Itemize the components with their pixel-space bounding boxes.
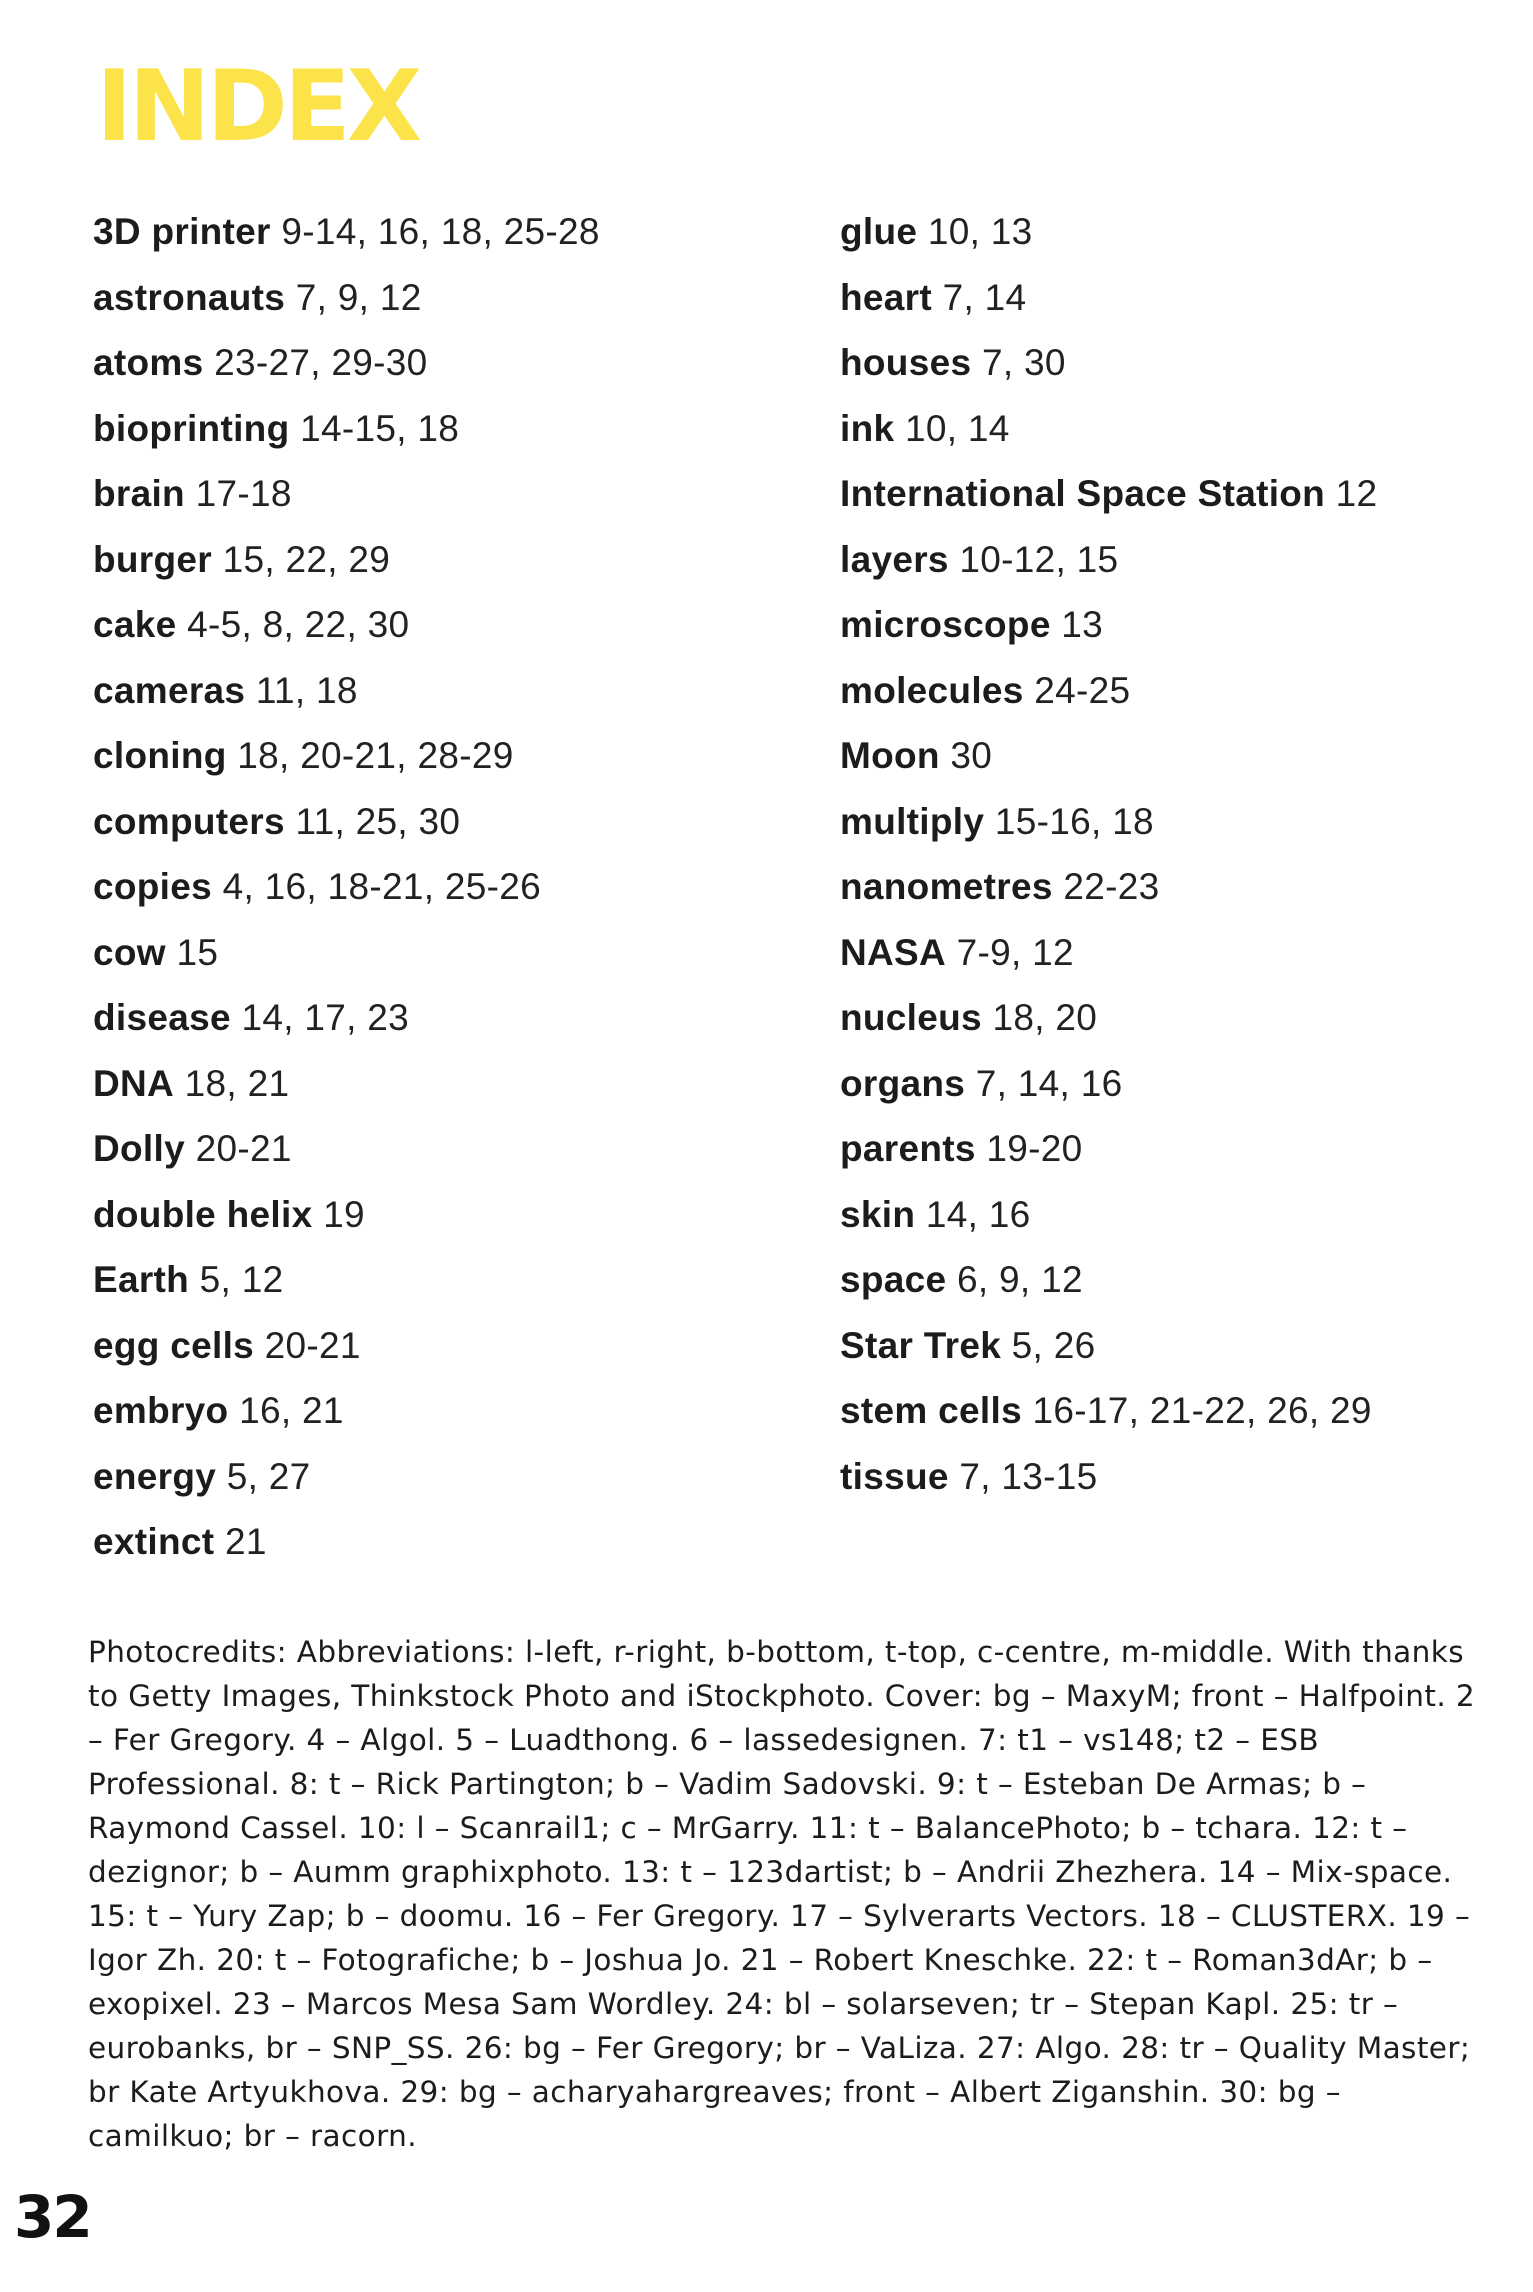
index-pages: 5, 26 — [1011, 1324, 1096, 1366]
index-pages: 15-16, 18 — [994, 800, 1154, 842]
index-entry — [840, 1322, 1500, 1388]
index-term: organs — [840, 1062, 966, 1104]
index-term: brain — [93, 473, 185, 514]
index-pages: 7, 14, 16 — [975, 1062, 1123, 1104]
index-pages: 24-25 — [1034, 669, 1131, 711]
index-pages: 10, 14 — [904, 407, 1010, 449]
index-term: microscope — [840, 604, 1051, 645]
index-term: cloning — [93, 735, 227, 776]
index-entry — [93, 863, 793, 929]
index-term: DNA — [93, 1062, 175, 1104]
index-term: tissue — [840, 1455, 949, 1497]
index-term: bioprinting — [93, 407, 290, 449]
index-term: nucleus — [840, 997, 982, 1038]
index-pages: 19-20 — [986, 1128, 1083, 1169]
index-pages: 6, 9, 12 — [957, 1259, 1083, 1300]
index-term: cow — [93, 931, 166, 973]
index-term: computers — [93, 800, 285, 842]
photo-credits: Photocredits: Abbreviations: l-left, r-right, b-bottom, t-top, c-centre, m-middle. With thanks to Getty Images, Thinkstock Photo and iStockphoto. Cover: bg – MaxyM; front – Halfpoint. 2 – Fer Gregory. 4 – Algol. 5 – Luadthong. 6 – lassedesignen. 7: t1 – vs148; t2 – ESB Professional. 8: t – Rick Partington; b – Vadim Sadovski. 9: t – Esteban De Armas; b – Raymond Cassel. 10: l – Scanrail1; c – MrGarry. 11: t – BalancePhoto; b – tchara. 12: t – dezignor; b – Aumm graphixphoto. 13: t – 123dartist; b – Andrii Zhezhera. 14 – Mix-space. 15: t – Yury Zap; b – doomu. 16 – Fer Gregory. 17 – Sylverarts Vectors. 18 – CLUSTERX. 19 – Igor Zh. 20: t – Fotografiche; b – Joshua Jo. 21 – Robert Kneschke. 22: t – Roman3dAr; b – exopixel. 23 – Marcos Mesa Sam Wordley. 24: bl – solarseven; tr – Stepan Kapl. 25: tr – eurobanks, br – SNP_SS. 26: bg – Fer Gregory; br – VaLiza. 27: Algo. 28: tr – Quality Master; br Kate Artyukhova. 29: bg – acharyahargreaves; front – Albert Ziganshin. 30: bg – camilkuo; br – racorn. — [88, 1635, 1476, 2153]
index-entry — [840, 667, 1500, 733]
index-term: heart — [840, 276, 932, 318]
index-entry — [93, 1256, 793, 1322]
index-entry — [93, 1387, 793, 1453]
index-pages: 15, 22, 29 — [222, 538, 391, 580]
index-term: nanometres — [840, 866, 1053, 907]
index-entry — [840, 1060, 1500, 1126]
index-pages: 19 — [323, 1193, 365, 1235]
index-pages: 11, 25, 30 — [295, 800, 461, 842]
index-entry — [93, 601, 793, 667]
index-pages: 16, 21 — [239, 1390, 344, 1431]
index-term: ink — [840, 407, 895, 449]
index-entry — [840, 994, 1500, 1060]
index-term: disease — [93, 997, 231, 1038]
index-term: Star Trek — [840, 1324, 1002, 1366]
index-entry — [93, 929, 793, 995]
index-term: houses — [840, 342, 972, 383]
index-pages: 22-23 — [1063, 866, 1160, 907]
index-entry — [840, 1387, 1500, 1453]
index-term: cake — [93, 604, 177, 645]
index-pages: 18, 20 — [992, 997, 1098, 1038]
index-entry — [93, 1060, 793, 1126]
index-entry — [840, 405, 1500, 471]
index-term: glue — [840, 211, 918, 252]
index-entry — [93, 274, 793, 340]
index-pages: 20-21 — [264, 1324, 361, 1366]
index-entry — [840, 208, 1500, 274]
index-pages: 5, 12 — [199, 1259, 284, 1300]
index-term: Dolly — [93, 1128, 185, 1169]
index-term: egg cells — [93, 1324, 255, 1366]
index-entry — [840, 536, 1500, 602]
index-pages: 7, 13-15 — [959, 1455, 1098, 1497]
index-entry — [93, 536, 793, 602]
index-entry — [93, 1322, 793, 1388]
index-pages: 4-5, 8, 22, 30 — [187, 604, 410, 645]
index-pages: 7, 9, 12 — [295, 276, 422, 318]
index-entry — [840, 1453, 1500, 1519]
index-pages: 7, 14 — [942, 276, 1027, 318]
index-term: embryo — [93, 1390, 229, 1431]
index-term: space — [840, 1259, 947, 1300]
index-entry — [93, 470, 793, 536]
index-term: astronauts — [93, 276, 286, 318]
index-entry — [840, 339, 1500, 405]
index-pages: 18, 21 — [184, 1062, 290, 1104]
index-entry — [840, 1191, 1500, 1257]
index-pages: 10-12, 15 — [959, 538, 1119, 580]
index-term: stem cells — [840, 1390, 1022, 1431]
index-pages: 9-14, 16, 18, 25-28 — [281, 211, 600, 252]
index-entry — [840, 601, 1500, 667]
index-term: cameras — [93, 669, 246, 711]
index-term: Moon — [840, 735, 940, 776]
index-term: NASA — [840, 931, 947, 973]
index-entry — [93, 798, 793, 864]
index-entry — [93, 1453, 793, 1519]
index-pages: 10, 13 — [927, 211, 1033, 252]
index-pages: 17-18 — [195, 473, 292, 514]
index-term: extinct — [93, 1521, 215, 1562]
index-pages: 11, 18 — [255, 669, 358, 711]
index-pages: 30 — [950, 735, 993, 776]
index-pages: 15 — [176, 931, 219, 973]
index-term: multiply — [840, 800, 985, 842]
index-entry — [840, 470, 1500, 536]
index-term: energy — [93, 1455, 217, 1497]
index-entry — [840, 863, 1500, 929]
index-term: International Space Station — [840, 473, 1326, 514]
index-entry — [840, 274, 1500, 340]
index-pages: 14, 16 — [925, 1193, 1031, 1235]
index-pages: 7-9, 12 — [956, 931, 1074, 973]
index-term: skin — [840, 1193, 916, 1235]
index-pages: 23-27, 29-30 — [214, 342, 428, 383]
index-entry — [840, 732, 1500, 798]
index-entry — [840, 1256, 1500, 1322]
index-entry — [93, 1191, 793, 1257]
index-pages: 14-15, 18 — [300, 407, 460, 449]
index-pages: 7, 30 — [981, 342, 1066, 383]
index-entry — [93, 732, 793, 798]
index-pages: 5, 27 — [226, 1455, 311, 1497]
index-pages: 20-21 — [195, 1128, 292, 1169]
index-term: 3D printer — [93, 211, 271, 252]
index-term: layers — [840, 538, 949, 580]
index-entry — [840, 1125, 1500, 1191]
index-entry — [93, 994, 793, 1060]
index-entry — [93, 667, 793, 733]
index-entry — [93, 1125, 793, 1191]
index-entry — [840, 929, 1500, 995]
index-term: double helix — [93, 1193, 313, 1235]
page-title: INDEX — [96, 50, 419, 164]
index-term: atoms — [93, 342, 204, 383]
index-pages: 16-17, 21-22, 26, 29 — [1032, 1390, 1372, 1431]
index-term: parents — [840, 1128, 976, 1169]
index-entry — [93, 405, 793, 471]
page-number: 32 — [14, 2183, 91, 2251]
index-column-right — [840, 208, 1500, 1518]
index-entry — [840, 798, 1500, 864]
index-entry — [93, 1518, 793, 1584]
index-pages: 12 — [1335, 473, 1378, 514]
index-term: molecules — [840, 669, 1024, 711]
index-term: Earth — [93, 1259, 190, 1300]
index-pages: 18, 20-21, 28-29 — [237, 735, 514, 776]
index-pages: 21 — [224, 1521, 267, 1562]
index-entry — [93, 339, 793, 405]
index-pages: 13 — [1061, 604, 1104, 645]
index-term: burger — [93, 538, 212, 580]
index-entry — [93, 208, 793, 274]
index-pages: 4, 16, 18-21, 25-26 — [222, 866, 541, 907]
index-column-left — [93, 208, 793, 1584]
index-term: copies — [93, 866, 213, 907]
index-pages: 14, 17, 23 — [241, 997, 410, 1038]
